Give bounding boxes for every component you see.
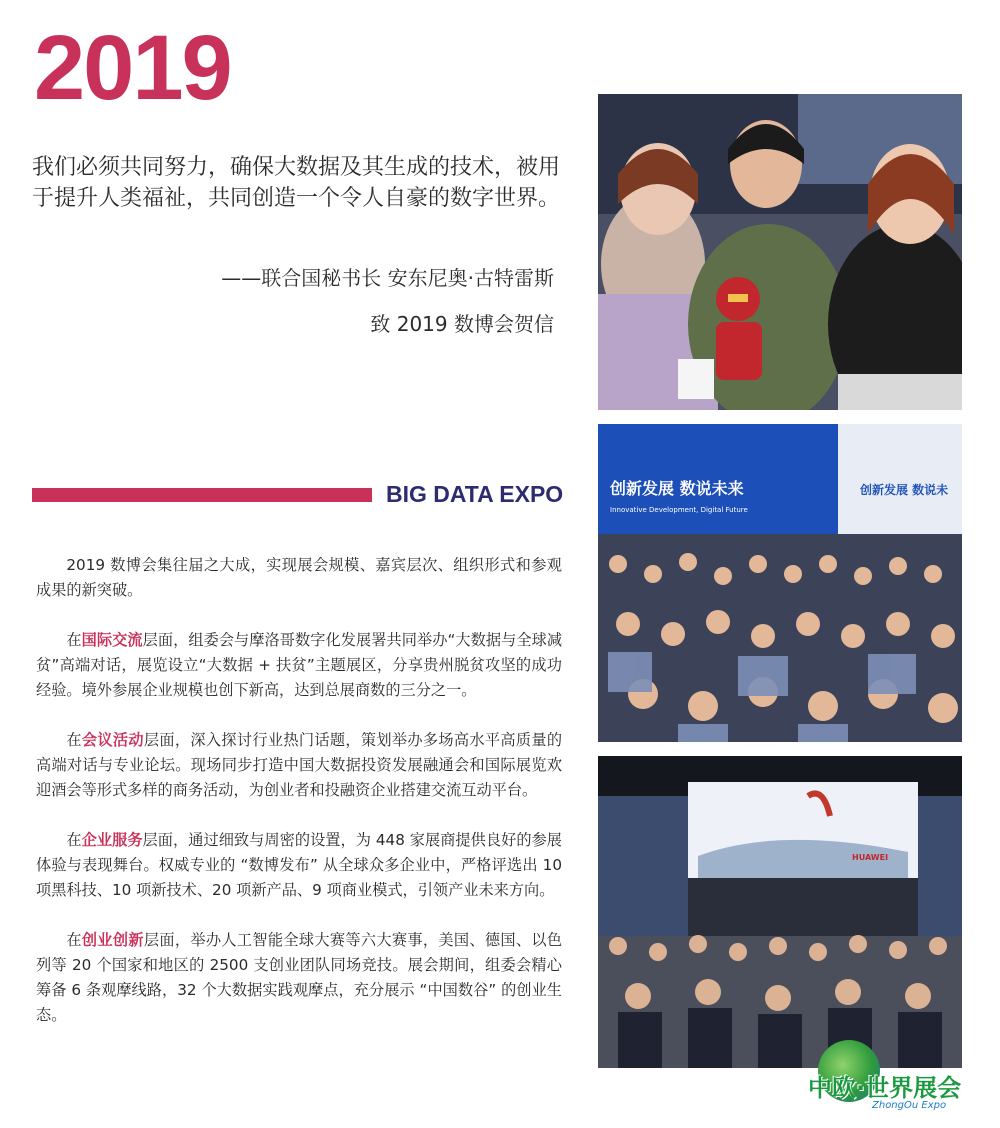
paragraph-intro: 2019 数博会集往届之大成，实现展会规模、嘉宾层次、组织形式和参观成果的新突破。 [36,556,562,599]
brand-logo-name: 中欧·世界展会 [808,1074,962,1102]
article-body [36,553,562,1053]
brand-logo [806,1038,992,1122]
page-year: 2019 [34,17,231,119]
highlight-term: 创业创新 [81,931,144,949]
brand-logo-sub: ZhongOu Expo [872,1100,947,1111]
stage-banner-en: Innovative Development, Digital Future [610,506,748,514]
stage-banner-right: 创新发展 数说未 [860,483,949,497]
quote-text: 我们必须共同努力，确保大数据及其生成的技术，被用于提升人类福祉，共同创造一个令人自豪的数字世界。 [32,155,561,211]
quote-block [32,152,562,214]
highlight-term: 国际交流 [81,631,143,649]
paragraph-service: 在企业服务层面，通过细致与周密的设置，为 448 家展商提供良好的参展体验与表现舞台。权威专业的 “数博发布” 从全球众多企业中，严格评选出 10 项黑科技、10 项新技术、20 项新产品、9 项商业模式，引领产业未来方向。 [36,831,562,899]
highlight-term: 会议活动 [81,731,144,749]
quote-attribution: ——联合国秘书长 安东尼奥·古特雷斯 [221,266,554,290]
paragraph-innovation: 在创业创新层面，举办人工智能全球大赛等六大赛事，美国、德国、以色列等 20 个国家和地区的 2500 支创业团队同场竞技。展会期间，组委会精心筹备 6 条观摩线路，32 个大数据实践观摩点，充分展示 “中国数谷” 的创业生态。 [36,931,563,1024]
quote-source: 致 2019 数博会贺信 [370,312,554,336]
section-heading: BIG DATA EXPO [386,481,564,507]
paragraph-conference: 在会议活动层面，深入探讨行业热门话题，策划举办多场高水平高质量的高端对话与专业论坛。现场同步打造中国大数据投资发展融通会和国际展览欢迎酒会等形式多样的商务活动，为创业者和投融资企业搭建交流互动平台。 [36,731,563,799]
photo-exhibition-hall [598,756,962,1068]
section-accent-bar [32,488,372,502]
paragraph-international: 在国际交流层面，组委会与摩洛哥数字化发展署共同举办“大数据与全球减贫”高端对话，展览设立“大数据 + 扶贫”主题展区，分享贵州脱贫攻坚的成功经验。境外参展企业规模也创下新高，达到总展商数的三分之一。 [36,631,563,699]
stage-banner-cn: 创新发展 数说未来 [610,479,744,498]
photo-conference-crowd [598,424,962,742]
photo-visitors-robot [598,94,962,410]
booth-brand: HUAWEI [852,853,889,862]
highlight-term: 企业服务 [81,831,143,849]
